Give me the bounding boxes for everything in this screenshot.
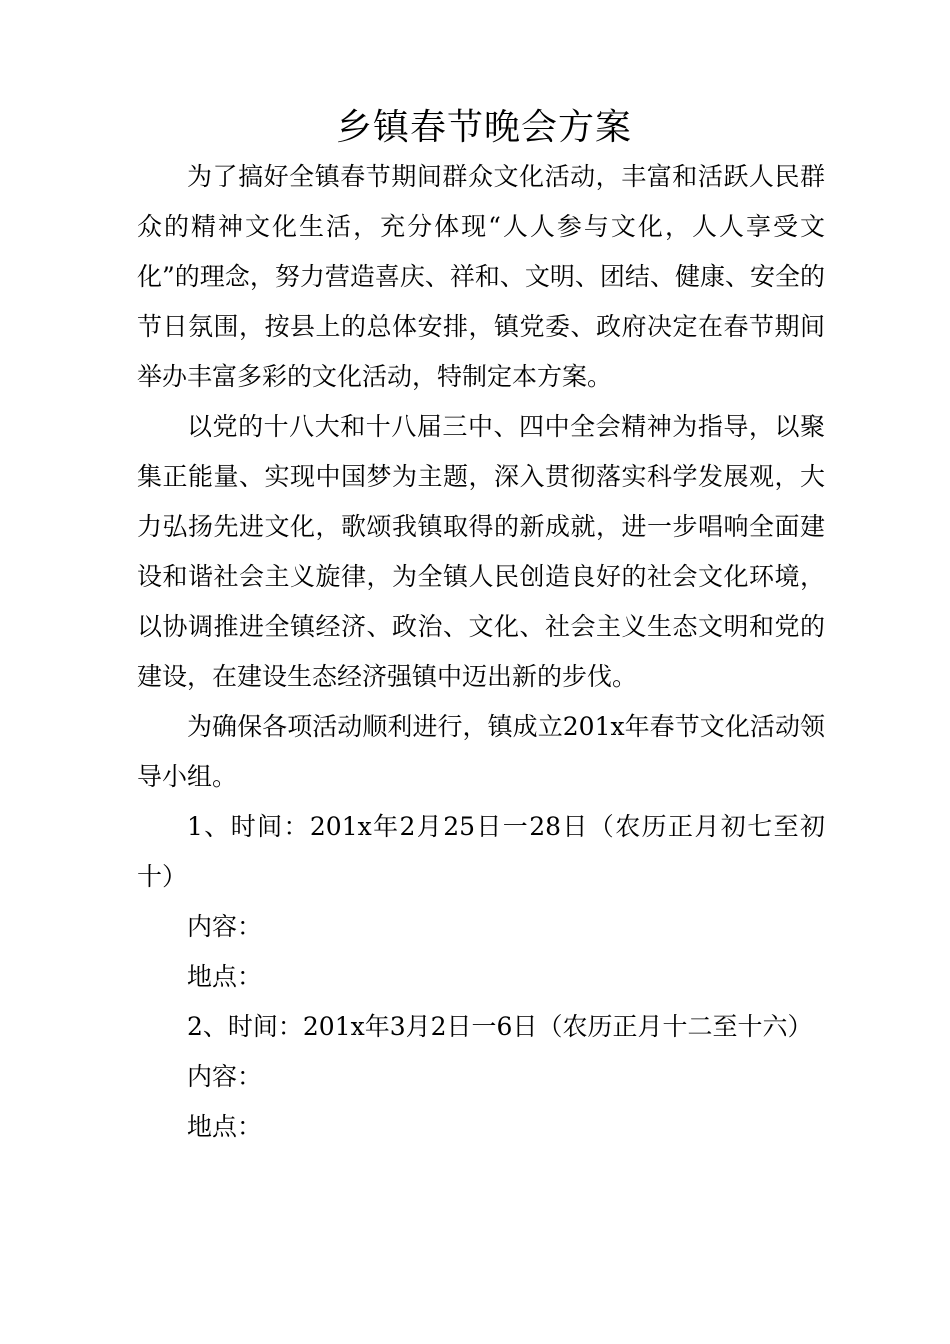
paragraph-event-1-time: 1、时间：201x年2月25日一28日（农历正月初七至初十） [137,812,825,891]
paragraph-guiding-principle: 以党的十八大和十八届三中、四中全会精神为指导，以聚集正能量、实现中国梦为主题，深入贯彻落实科学发展观，大力弘扬先进文化，歌颂我镇取得的新成就，进一步唱响全面建设和谐社会主义旋律，为全镇人民创造良好的社会文化环境，以协调推进全镇经济、政治、文化、社会主义生态文明和党的建设，在建设生态经济强镇中迈出新的步伐。 [137,412,825,691]
paragraph-leadership-group: 为确保各项活动顺利进行，镇成立201x年春节文化活动领导小组。 [137,712,825,791]
document-body [137,152,825,1152]
paragraph-event-2-time: 2、时间：201x年3月2日一6日（农历正月十二至十六） [187,1012,813,1041]
document-title: 乡镇春节晚会方案 [335,107,632,148]
paragraph-intro: 为了搞好全镇春节期间群众文化活动，丰富和活跃人民群众的精神文化生活，充分体现“人人参与文化，人人享受文化”的理念，努力营造喜庆、祥和、文明、团结、健康、安全的节日氛围，按县上的总体安排，镇党委、政府决定在春节期间举办丰富多彩的文化活动，特制定本方案。 [137,162,825,391]
paragraph-event-2-content: 内容： [187,1062,263,1091]
paragraph-event-2-location: 地点： [187,1112,263,1141]
paragraph-event-1-content: 内容： [187,912,263,941]
paragraph-event-1-location: 地点： [187,962,263,991]
